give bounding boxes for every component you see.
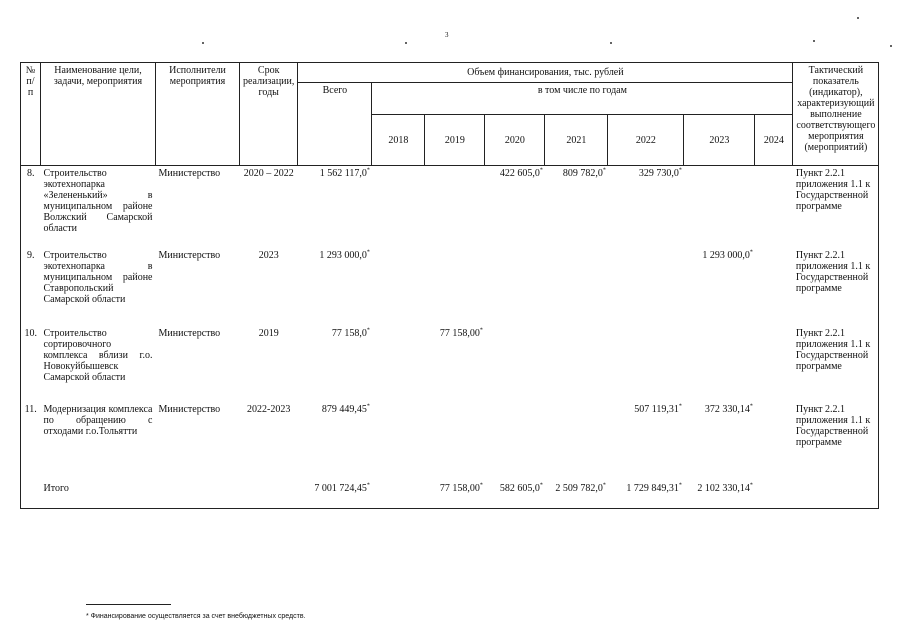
- row-total: 1 562 117,0*: [319, 167, 370, 179]
- scan-speck: [610, 42, 612, 44]
- row-total: 1 293 000,0*: [319, 249, 370, 261]
- total-sum: 7 001 724,45*: [298, 481, 372, 509]
- header-year-2021: 2021: [545, 115, 608, 166]
- header-total: Всего: [298, 83, 372, 166]
- table-row: [21, 326, 879, 402]
- row-executor: Министерство: [158, 249, 221, 261]
- row-executor: Министерство: [158, 403, 221, 415]
- row-indicator: Пункт 2.2.1 приложения 1.1 к Государственной программе: [793, 166, 879, 248]
- row-num: 10.: [21, 326, 41, 402]
- financing-table: [20, 62, 879, 509]
- page-number: 3: [445, 31, 449, 39]
- row-num: 8.: [21, 166, 41, 248]
- scan-speck: [813, 40, 815, 42]
- row-2023: 1 293 000,0*: [702, 249, 753, 261]
- row-indicator: Пункт 2.2.1 приложения 1.1 к Государственной программе: [793, 248, 879, 326]
- footnote-divider: [86, 604, 171, 605]
- row-term: 2020 – 2022: [243, 168, 294, 179]
- scan-speck: [890, 45, 892, 47]
- header-by-years: в том числе по годам: [372, 83, 793, 115]
- row-2023: 372 330,14*: [704, 403, 753, 415]
- header-indicator: Тактический показатель (индикатор), характеризующий выполнение соответствующего мероприятия (мероприятий): [793, 63, 879, 166]
- table-row: [21, 166, 879, 248]
- table-row: [21, 402, 879, 481]
- header-name: Наименование цели, задачи, мероприятия: [41, 63, 156, 166]
- footnote: * Финансирование осуществляется за счет внебюджетных средств.: [86, 613, 306, 620]
- row-name: Строительство экотехнопарка «Зелененький» в муниципальном районе Волжский Самарской области: [43, 168, 153, 234]
- row-2021: 809 782,0*: [562, 167, 606, 179]
- row-num: 9.: [21, 248, 41, 326]
- total-2020: 582 605,0*: [485, 481, 545, 509]
- row-2019: 77 158,00*: [439, 327, 483, 339]
- row-2022: 507 119,31*: [634, 403, 682, 415]
- row-name: Строительство сортировочного комплекса вблизи г.о. Новокуйбышевск Самарской области: [43, 327, 153, 383]
- table-row: [21, 248, 879, 326]
- header-year-2018: 2018: [372, 115, 425, 166]
- row-indicator: Пункт 2.2.1 приложения 1.1 к Государственной программе: [793, 402, 879, 481]
- header-year-2022: 2022: [608, 115, 684, 166]
- row-num: 11.: [21, 402, 41, 481]
- total-row: [21, 481, 879, 509]
- total-2019: 77 158,00*: [425, 481, 485, 509]
- row-name: Модернизация комплекса по обращению с отходами г.о.Тольятти: [43, 403, 153, 437]
- scan-speck: [202, 42, 204, 44]
- total-2023: 2 102 330,14*: [684, 481, 755, 509]
- scan-speck: [405, 42, 407, 44]
- scan-speck: [857, 17, 859, 19]
- row-2020: 422 605,0*: [499, 167, 543, 179]
- row-term: 2022-2023: [247, 403, 291, 415]
- header-year-2019: 2019: [425, 115, 485, 166]
- row-2022: 329 730,0*: [638, 167, 682, 179]
- row-executor: Министерство: [158, 168, 221, 179]
- total-label: Итого: [41, 481, 156, 509]
- header-year-2020: 2020: [485, 115, 545, 166]
- row-name: Строительство экотехнопарка в муниципальном районе Ставропольский Самарской области: [43, 249, 153, 305]
- row-total: 77 158,0*: [331, 327, 370, 339]
- row-term: 2019: [258, 327, 279, 339]
- total-2021: 2 509 782,0*: [545, 481, 608, 509]
- header-year-2024: 2024: [755, 115, 793, 166]
- header-num: № п/п: [21, 63, 41, 166]
- total-2022: 1 729 849,31*: [608, 481, 684, 509]
- header-executor: Исполнители мероприятия: [156, 63, 240, 166]
- header-year-2023: 2023: [684, 115, 755, 166]
- row-total: 879 449,45*: [321, 403, 370, 415]
- row-executor: Министерство: [158, 327, 221, 339]
- row-indicator: Пункт 2.2.1 приложения 1.1 к Государственной программе: [793, 326, 879, 402]
- row-term: 2023: [258, 249, 279, 261]
- header-term: Срок реализации, годы: [240, 63, 298, 166]
- header-financing: Объем финансирования, тыс. рублей: [298, 63, 793, 83]
